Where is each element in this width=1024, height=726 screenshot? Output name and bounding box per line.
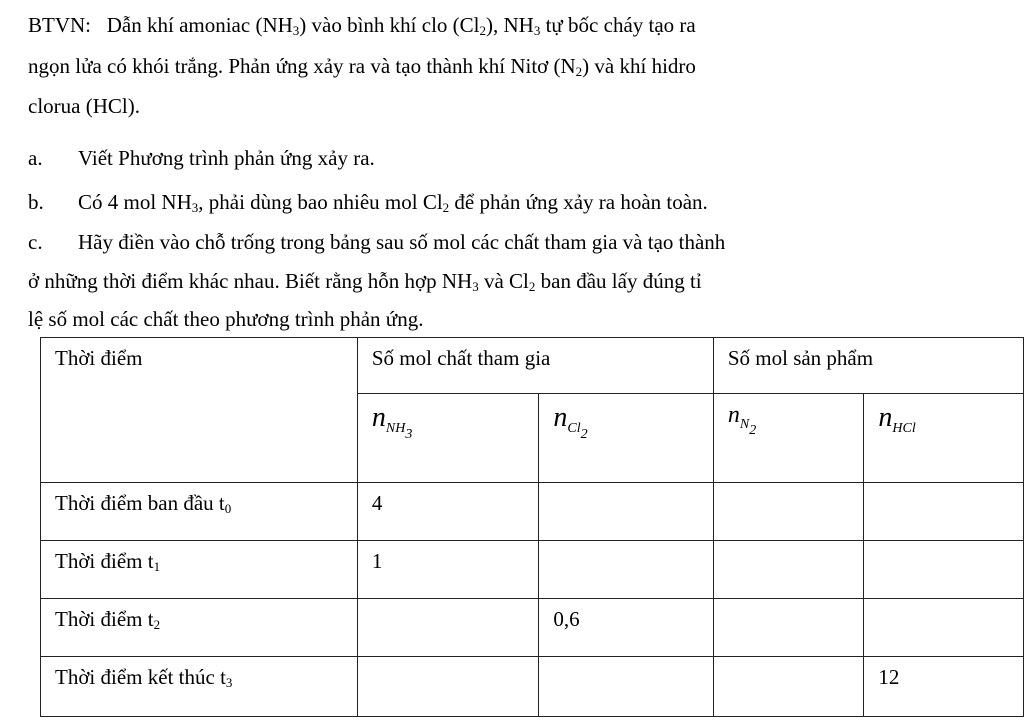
intro-line-1: BTVN: Dẫn khí amoniac $(NH_3)$ vào bình khí clo $(Cl_2)$, $NH_3$ tự bốc cháy tạo ra (28, 13, 696, 38)
cell-hcl (864, 599, 1024, 657)
cell-hcl: 12 (864, 657, 1024, 717)
intro-line-2: ngọn lửa có khói trắng. Phản ứng xảy ra và tạo thành khí Nitơ $(N_2)$ và khí hidro (28, 54, 696, 79)
table-row (41, 483, 1024, 541)
question-b: b. Có 4 mol $NH_3$, phải dùng bao nhiêu mol $Cl_2$ để phản ứng xảy ra hoàn toàn. (28, 190, 708, 215)
var-n-n2: $n_{N_2}$ (713, 394, 864, 483)
var-n-hcl: $n_{HCl}$ (864, 394, 1024, 483)
row-label: Thời điểm kết thúc $t_3$ (41, 657, 358, 717)
cell-nh3: 4 (357, 483, 538, 541)
question-c: c. Hãy điền vào chỗ trống trong bảng sau số mol các chất tham gia và tạo thành (28, 230, 726, 254)
cell-hcl (864, 483, 1024, 541)
cell-cl2: 0,6 (539, 599, 713, 657)
cell-n2 (713, 541, 864, 599)
cell-nh3 (357, 657, 538, 717)
cell-cl2 (539, 541, 713, 599)
cell-cl2 (539, 657, 713, 717)
table-row (41, 599, 1024, 657)
row-label: Thời điểm ban đầu $t_0$ (41, 483, 358, 541)
row-label: Thời điểm $t_2$ (41, 599, 358, 657)
table-header-row (41, 338, 1024, 394)
var-n-cl2: $n_{Cl_2}$ (539, 394, 713, 483)
question-c-line-3: lệ số mol các chất theo phương trình phản ứng. (28, 307, 424, 331)
header-reactants: Số mol chất tham gia (357, 338, 713, 394)
row-label: Thời điểm $t_1$ (41, 541, 358, 599)
table-row (41, 541, 1024, 599)
cell-hcl (864, 541, 1024, 599)
header-products: Số mol sản phẩm (713, 338, 1023, 394)
intro-line-3: clorua (HCl). (28, 94, 140, 118)
question-a (28, 145, 375, 171)
question-c-line-2: ở những thời điểm khác nhau. Biết rằng hỗn hợp $NH_3$ và $Cl_2$ ban đầu lấy đúng tỉ (28, 269, 702, 294)
var-n-nh3: $n_{NH_3}$ (357, 394, 538, 483)
header-time: Thời điểm (41, 338, 358, 483)
cell-cl2 (539, 483, 713, 541)
question-b-marker: b. (28, 190, 44, 214)
question-a-marker: a. (28, 146, 43, 170)
cell-n2 (713, 599, 864, 657)
cell-nh3 (357, 599, 538, 657)
cell-n2 (713, 657, 864, 717)
question-c-marker: c. (28, 230, 43, 254)
cell-n2 (713, 483, 864, 541)
cell-nh3: 1 (357, 541, 538, 599)
question-a-text: Viết Phương trình phản ứng xảy ra. (78, 146, 375, 170)
homework-label: BTVN: (28, 13, 91, 37)
table-row (41, 657, 1024, 717)
mole-table (40, 337, 1024, 717)
